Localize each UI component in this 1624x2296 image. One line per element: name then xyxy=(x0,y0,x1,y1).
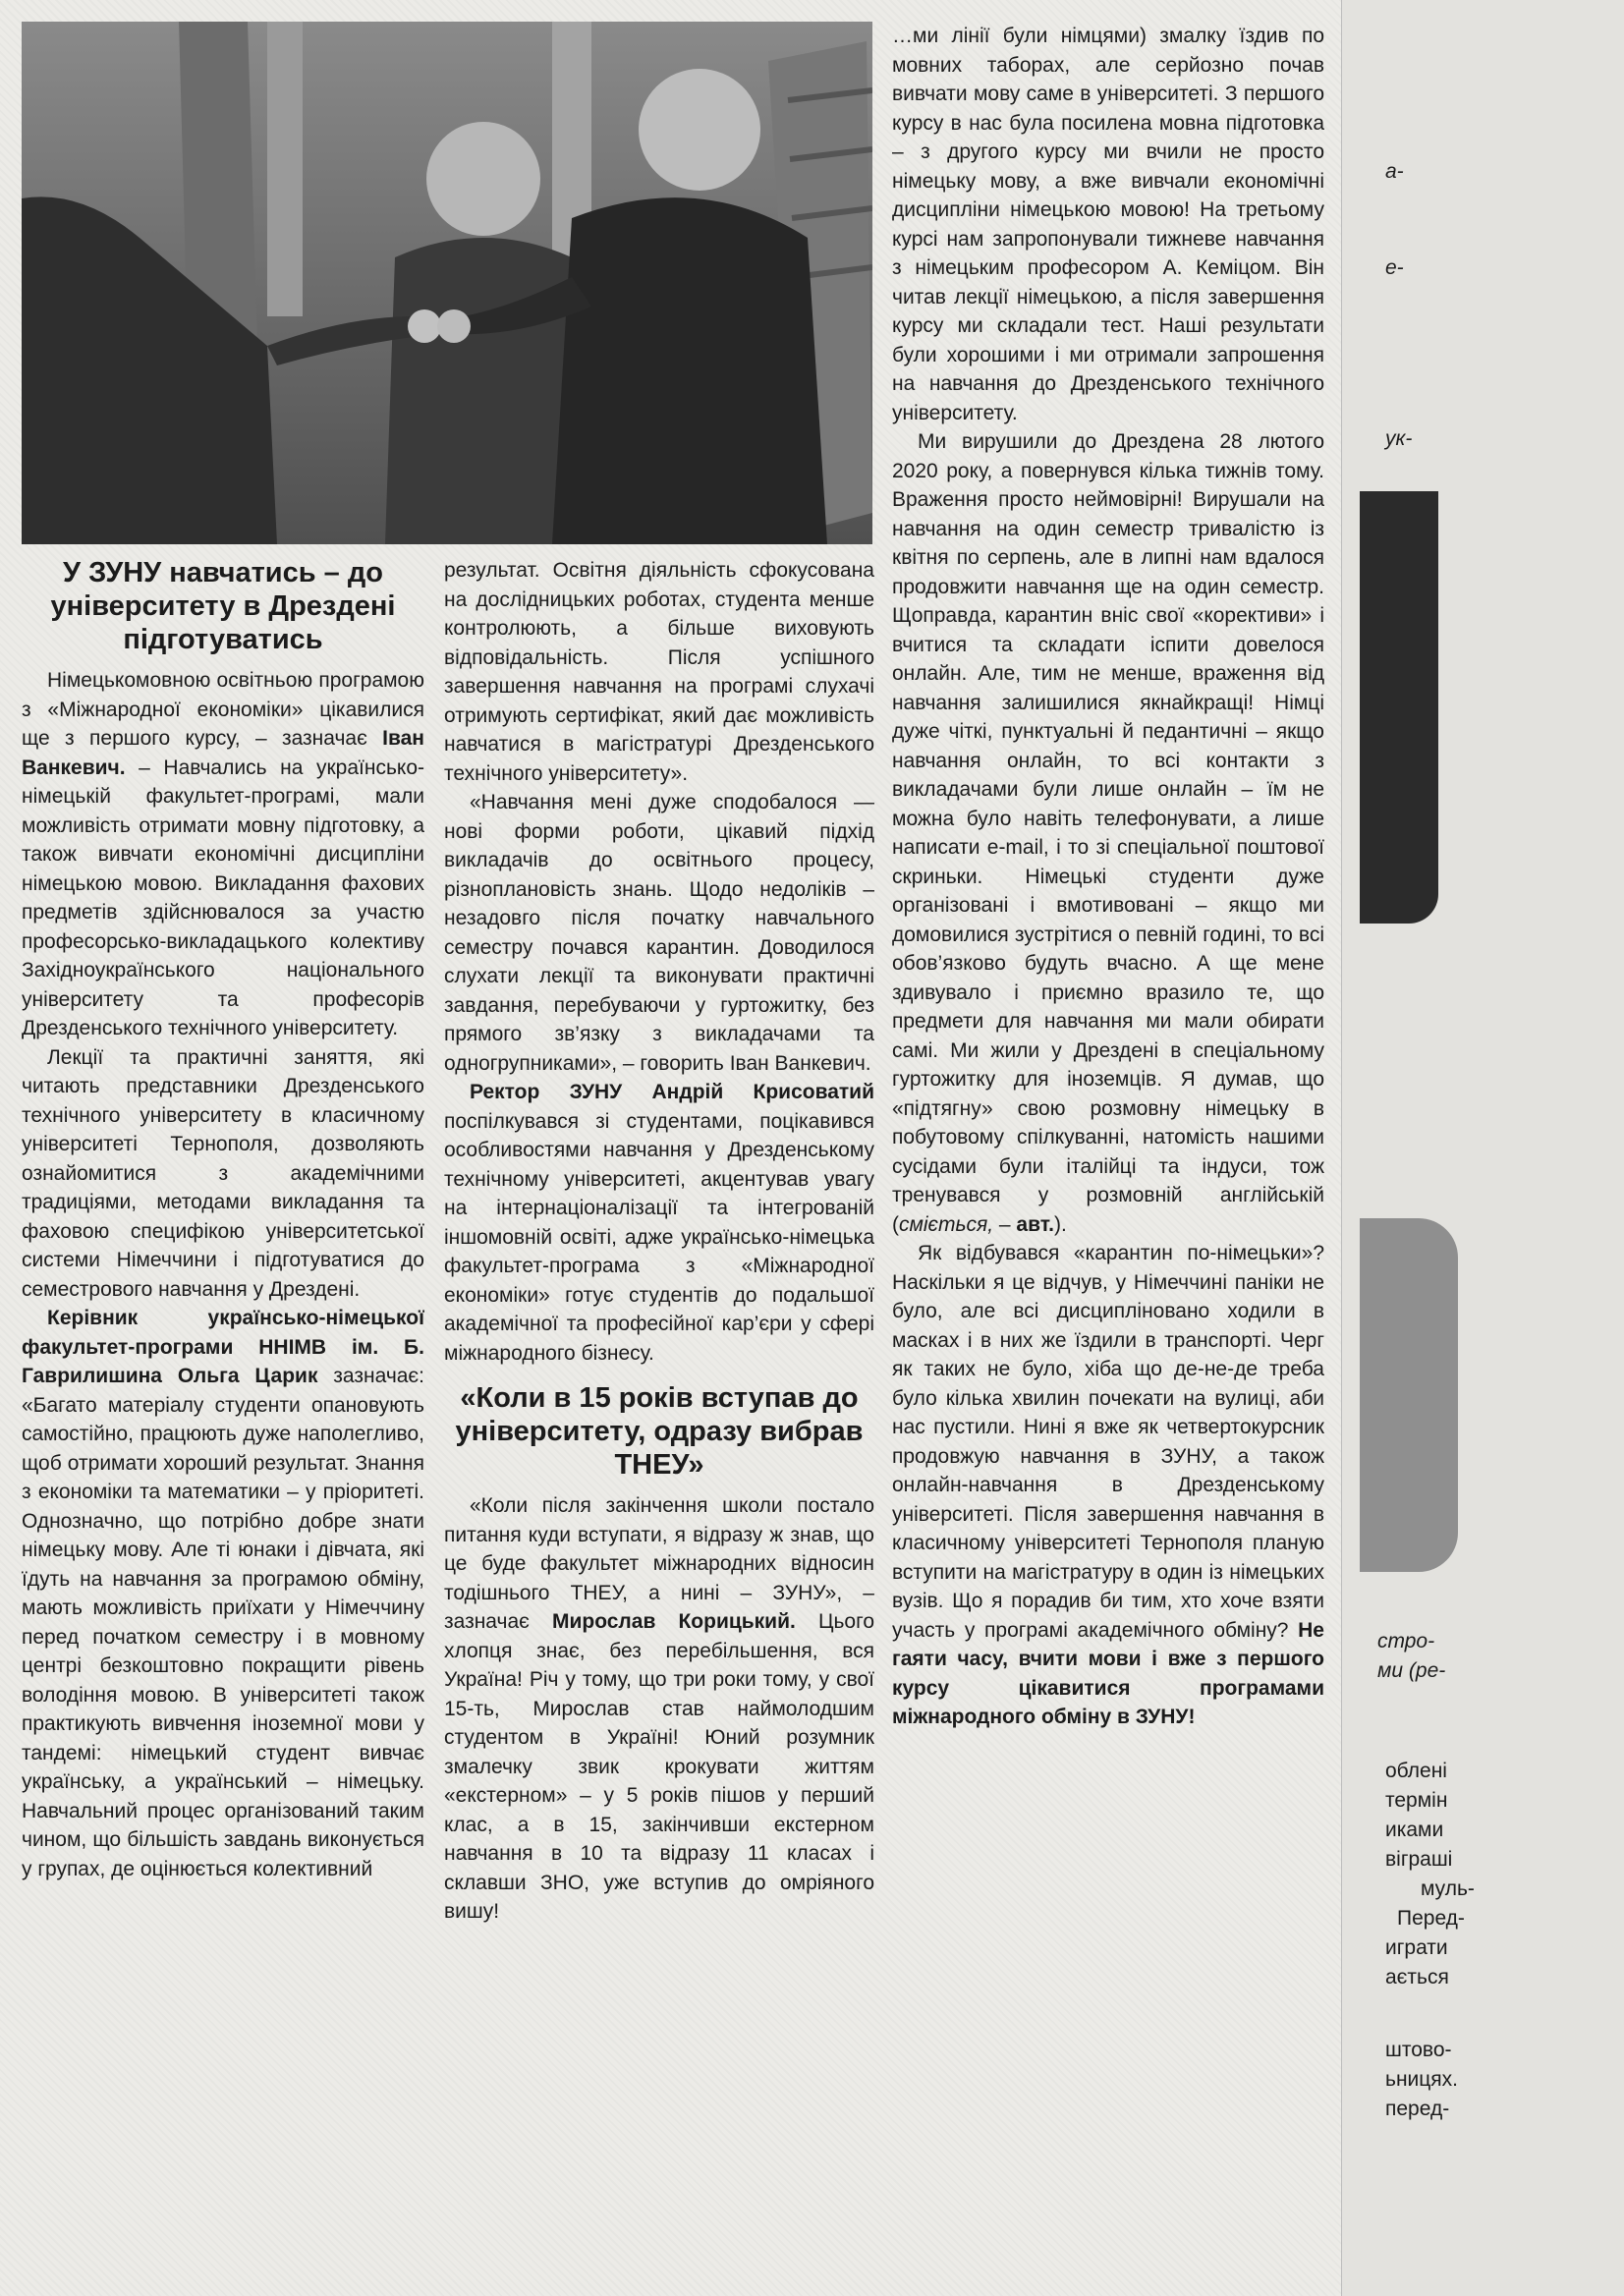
name-olha-tsaryk: Керівник українсько-німецької факультет-програми ННІМВ ім. Б. Гаврилишина Ольга Царик xyxy=(22,1307,424,1387)
paragraph: …ми лінії були німцями) змалку їздив по мовних таборах, але серйозно почав вивчати мову саме в університеті. З першого курсу в нас була посилена мовна підготовка – з другого курсу ми вчили не просто німецьку мову, а вже вивчали економічні дисципліни німецькою мовою! На третьому курсі нам запропонували тижневе навчання з німецьким професором А. Кеміцом. Він читав лекції німецькою, а після завершення курсу ми складали тест. Наші результати були хорошими і ми отримали запрошення на навчання до Дрезденського технічного університету. xyxy=(892,25,1324,424)
paragraph: «Навчання мені дуже сподобалося — нові форми роботи, цікавий підхід викладачів до освітнього процесу, різноплановість знань. Щодо недоліків – незадовго після початку навчального семестру почався карантин. Доводилося слухати лекції та виконувати практичні завдання, перебуваючи у гуртожитку, без прямого зв’язку з викладачами та одногрупниками», – говорить Іван Ванкевич. xyxy=(444,791,874,1075)
paragraph: Ми вирушили до Дрездена 28 лютого 2020 року, а повернувся кілька тижнів тому. Враження просто неймовірні! Вирушали на навчання на один семестр тривалістю із квітня по серпень, але в липні нам вдалося продовжити навчання ще на один семестр. Щоправда, карантин вніс свої «корективи» і вчитися та складати іспити довелося онлайн. Але, тим не менше, враження від навчання залишилися якнайкращі! Німці дуже чіткі, пунктуальні й педантичні – якщо навчання онлайн, то всі контакти з викладачами були лише онлайн – їм не можна було навіть телефонувати, а лише написати e-mail, і то зі спеціальної поштової скриньки. Німецькі студенти дуже організовані і вмотивовані – якщо ми домовилися зустрітися о певній годині, то всі обов’язково будуть вчасно. А ще мене здивувало і приємно вразило те, що предмети для навчання ми мали обирати самі. Ми жили у Дрездені в спеціальному гуртожитку для іноземців. Я думав, що «підтягну» свою розмовну німецьку в побутовому спілкуванні, натомість нашими сусідами були італійці та індуси, тож тренувався у розмовній англійській (сміється, – авт.). xyxy=(892,430,1324,1236)
fragment-text: Перед- xyxy=(1397,1907,1465,1930)
fragment-text: ми (ре- xyxy=(1377,1659,1446,1682)
paragraph: Ректор ЗУНУ Андрій Крисоватий поспілкувався зі студентами, поцікавився особливостями навчання у Дрезденському технічному університеті, акцентував увагу на інтернаціоналізації та інтегрованій іншомовній освіті, адже українсько-німецька факультет-програма з «Міжнародної економіки» готує студентів до подальшої академічної та професійної кар’єри у сфері міжнародного бізнесу. xyxy=(444,1081,874,1365)
name-myroslav-korytskyi: Мирослав Корицький. xyxy=(551,1610,796,1633)
students-fist-bump-photo xyxy=(22,22,872,544)
fragment-text: иками xyxy=(1385,1819,1444,1841)
fragment-text: ук- xyxy=(1385,427,1413,450)
paragraph: Лекції та практичні заняття, які читають представники Дрезденського технічного університету в класичному університеті Тернополя, дозволяють ознайомитися з академічними традиціями, методами викладання та фаховою специфікою університетської системи Німеччини і підготуватися до семестрового навчання у Дрездені. xyxy=(22,1045,424,1301)
closing-advice: Не гаяти часу, вчити мови і вже з першого курсу цікавитися програмами міжнародного обміну в ЗУНУ! xyxy=(892,1618,1324,1728)
fragment-text: играти xyxy=(1385,1936,1448,1959)
fragment-text: е- xyxy=(1385,256,1404,279)
paragraph: Керівник українсько-німецької факультет-програми ННІМВ ім. Б. Гаврилишина Ольга Царик зазначає: «Багато матеріалу студенти опановують самостійно, працюють дуже наполегливо, щоб отримати хороший результат. Знання з економіки та математики – у пріоритеті. Однозначно, що потрібно добре знати німецьку мову. Але ті юнаки і дівчата, які їдуть на навчання за програмою обміну, мають можливість приїхати у Німеччину перед початком семестру і в мовному центрі безкоштовно покращити рівень володіння мовою. В університеті також практикують вивчення іноземної мови у тандемі: німецький студент вивчає українську, а український – німецьку. Навчальний процес організований таким чином, що більшість завдань виконується у групах, де оцінюється колективний xyxy=(22,1307,424,1880)
fragment-text: ається xyxy=(1385,1966,1449,1988)
headline-zunu-dresden: У ЗУНУ навчатись – до університету в Дрездені підготуватись xyxy=(50,557,396,655)
name-rector-krysovatyi: Ректор ЗУНУ Андрій Крисоватий xyxy=(470,1081,874,1103)
name-ivan-vankevych: Іван Ванкевич. xyxy=(22,727,424,779)
dark-graphic-block xyxy=(1360,491,1438,924)
headline-tneu: «Коли в 15 років вступав до університету, одразу вибрав ТНЕУ» xyxy=(455,1382,864,1481)
fragment-text: перед- xyxy=(1385,2098,1450,2120)
fragment-text: віграші xyxy=(1385,1848,1453,1871)
grey-graphic-block xyxy=(1360,1218,1458,1572)
article-column-2 xyxy=(444,556,874,2207)
article-column-1 xyxy=(22,556,424,2207)
paragraph: Німецькомовною освітньою програмою з «Міжнародної економіки» цікавилися ще з першого курсу, – зазначає Іван Ванкевич. – Навчались на українсько-німецькій факультет-програмі, мали можливість отримати мовну підготовку, а також вивчати економічні дисципліни німецькою мовою. Викладання фахових предметів здійснювалося за участю професорсько-викладацького колективу Західноукраїнського національного університету та професорів Дрезденського технічного університету. xyxy=(22,669,424,1039)
article-column-3 xyxy=(892,22,1324,2203)
adjacent-article-strip xyxy=(1341,0,1624,2296)
fragment-text: штово- xyxy=(1385,2039,1452,2061)
paragraph: Як відбувався «карантин по-німецьки»? Наскільки я це відчув, у Німеччині паніки не було, але всі дисципліновано ходили в масках і в них же їздили в транспорті. Черг як таких не було, хіба що де-не-де треба було кілька хвилин почекати на вулиці, аби нас пустили. Нині я вже як четвертокурсник продовжую навчання в ЗУНУ, а також онлайн-навчання в Дрезденському університеті. Після завершення навчання в класичному університеті Тернополя планую вступити на магістратуру в один із німецьких вузів. Що я порадив би тим, хто хоче взяти участь у програмі академічного обміну? Не гаяти часу, вчити мови і вже з першого курсу цікавитися програмами міжнародного обміну в ЗУНУ! xyxy=(892,1242,1324,1728)
paragraph: результат. Освітня діяльність сфокусована на дослідницьких роботах, студента менше контролюють, а більше виховують відповідальність. Після успішного завершення навчання на програмі слухачі отримують сертифікат, який дає можливість навчатися в магістратурі Дрезденського технічного університету». xyxy=(444,559,874,785)
fragment-text: стро- xyxy=(1377,1630,1435,1652)
fragment-text: ьницях. xyxy=(1385,2068,1459,2091)
fragment-text: облені xyxy=(1385,1760,1447,1782)
fragment-text: термін xyxy=(1385,1789,1448,1812)
fragment-text: а- xyxy=(1385,160,1404,183)
fragment-text: муль- xyxy=(1421,1877,1475,1900)
photo-illustration xyxy=(22,22,872,544)
paragraph: «Коли після закінчення школи постало питання куди вступати, я відразу ж знав, що це буде факультет міжнародних відносин тодішнього ТНЕУ, а нині – ЗУНУ», – зазначає Мирослав Корицький. Цього хлопця знає, без перебільшення, вся Україна! Річ у тому, що три роки тому, у свої 15-ть, Мирослав став наймолодшим студентом в Україні! Юний розумник змалечку звик крокувати життям «екстерном» – у 5 років пішов у перший клас, а в 15, закінчивши екстерном навчання в 10 та відразу 11 класах і склавши ЗНО, уже вступив до омріяного вишу! xyxy=(444,1494,874,1923)
